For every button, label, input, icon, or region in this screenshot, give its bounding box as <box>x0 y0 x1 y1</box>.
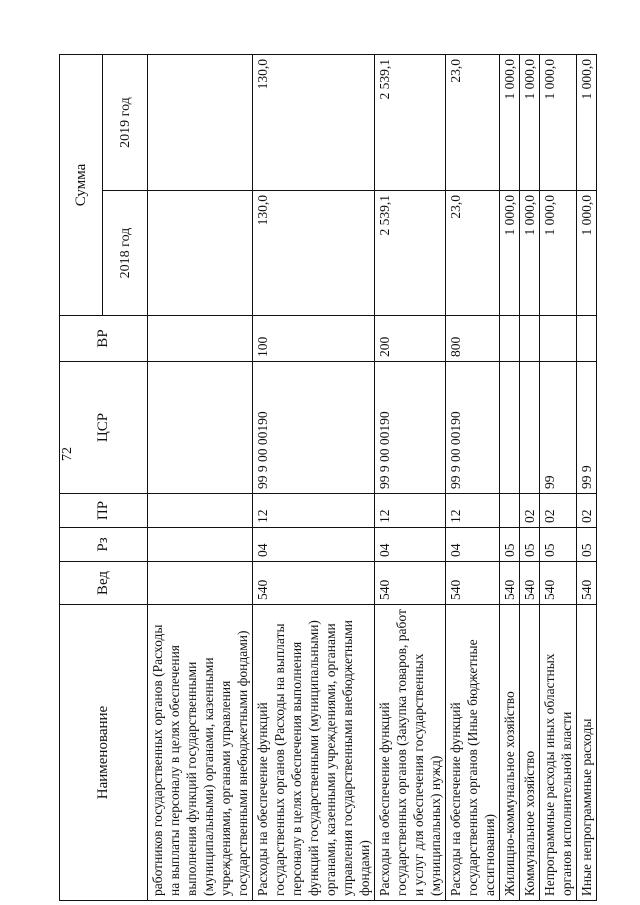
cell-2019: 1 000,0 <box>520 54 540 190</box>
cell-pr <box>148 494 253 528</box>
table-row <box>375 54 446 900</box>
cell-name: Непрограммные расходы иных областных органов исполнительной власти <box>540 605 577 901</box>
cell-csr <box>148 362 253 494</box>
cell-rz: 05 <box>520 528 540 562</box>
cell-2018: 130,0 <box>253 191 375 316</box>
cell-2018: 1 000,0 <box>577 191 597 316</box>
cell-2018: 2 539,1 <box>375 191 446 316</box>
cell-2019: 1 000,0 <box>577 54 597 190</box>
cell-2018: 1 000,0 <box>520 191 540 316</box>
budget-table <box>59 54 597 901</box>
cell-csr <box>520 362 540 494</box>
cell-ved: 540 <box>253 562 375 605</box>
cell-rz: 04 <box>253 528 375 562</box>
cell-csr: 99 9 00 00190 <box>253 362 375 494</box>
cell-ved: 540 <box>500 562 520 605</box>
header-name: Наименование <box>60 605 148 901</box>
cell-vr <box>148 316 253 362</box>
cell-2019 <box>148 54 253 190</box>
cell-vr: 200 <box>375 316 446 362</box>
cell-rz <box>148 528 253 562</box>
cell-2018: 23,0 <box>446 191 500 316</box>
table-row <box>540 54 577 900</box>
page-number: 72 <box>60 447 75 461</box>
cell-ved: 540 <box>375 562 446 605</box>
table-row <box>500 54 520 900</box>
cell-csr: 99 9 <box>577 362 597 494</box>
cell-rz: 05 <box>577 528 597 562</box>
cell-vr: 100 <box>253 316 375 362</box>
cell-pr: 12 <box>253 494 375 528</box>
cell-vr <box>500 316 520 362</box>
cell-2019: 130,0 <box>253 54 375 190</box>
cell-vr <box>577 316 597 362</box>
table-row <box>577 54 597 900</box>
cell-csr <box>500 362 520 494</box>
table-row <box>148 54 253 900</box>
cell-pr <box>500 494 520 528</box>
cell-2019: 23,0 <box>446 54 500 190</box>
cell-rz: 05 <box>500 528 520 562</box>
table-row <box>520 54 540 900</box>
cell-2019: 1 000,0 <box>500 54 520 190</box>
cell-rz: 04 <box>446 528 500 562</box>
cell-name: Коммунальное хозяйство <box>520 605 540 901</box>
cell-rz: 05 <box>540 528 577 562</box>
header-pr: ПР <box>60 494 148 528</box>
cell-rz: 04 <box>375 528 446 562</box>
header-vr: ВР <box>60 316 148 362</box>
cell-ved: 540 <box>577 562 597 605</box>
header-sum: Сумма <box>60 54 103 315</box>
cell-pr: 02 <box>520 494 540 528</box>
header-csr: ЦСР <box>60 362 148 494</box>
table-row <box>446 54 500 900</box>
cell-2018: 1 000,0 <box>540 191 577 316</box>
cell-name: работников государственных органов (Расходы на выплаты персоналу в целях обеспечения выполнения функций государственными (муниципальными) органами, казенными учреждениями, органами управления государственными внебюджетными фондами) <box>148 605 253 901</box>
cell-csr: 99 <box>540 362 577 494</box>
cell-pr: 02 <box>540 494 577 528</box>
cell-pr: 12 <box>375 494 446 528</box>
cell-2019: 2 539,1 <box>375 54 446 190</box>
cell-name: Расходы на обеспечение функций государственных органов (Закупка товаров, работ и услуг для обеспечения государственных (муниципальных) нужд) <box>375 605 446 901</box>
rotated-table-stage <box>59 55 594 901</box>
cell-ved <box>148 562 253 605</box>
cell-ved: 540 <box>520 562 540 605</box>
cell-2019: 1 000,0 <box>540 54 577 190</box>
cell-csr: 99 9 00 00190 <box>446 362 500 494</box>
cell-ved: 540 <box>446 562 500 605</box>
cell-name: Расходы на обеспечение функций государственных органов (Расходы на выплаты персоналу в целях обеспечения выполнения функций государственными (муниципальными) органами, казенными учреждениями, органами управления государственными внебюджетными фондами) <box>253 605 375 901</box>
cell-2018: 1 000,0 <box>500 191 520 316</box>
table-row <box>253 54 375 900</box>
header-rz: Рз <box>60 528 148 562</box>
cell-pr: 12 <box>446 494 500 528</box>
cell-csr: 99 9 00 00190 <box>375 362 446 494</box>
header-year-2018: 2018 год <box>103 191 148 316</box>
cell-ved: 540 <box>540 562 577 605</box>
cell-vr: 800 <box>446 316 500 362</box>
cell-pr: 02 <box>577 494 597 528</box>
cell-vr <box>540 316 577 362</box>
cell-name: Расходы на обеспечение функций государственных органов (Иные бюджетные ассигнования) <box>446 605 500 901</box>
cell-name: Жилищно-коммунальное хозяйство <box>500 605 520 901</box>
cell-2018 <box>148 191 253 316</box>
cell-name: Иные непрограммные расходы <box>577 605 597 901</box>
cell-vr <box>520 316 540 362</box>
header-ved: Вед <box>60 562 148 605</box>
header-year-2019: 2019 год <box>103 54 148 190</box>
